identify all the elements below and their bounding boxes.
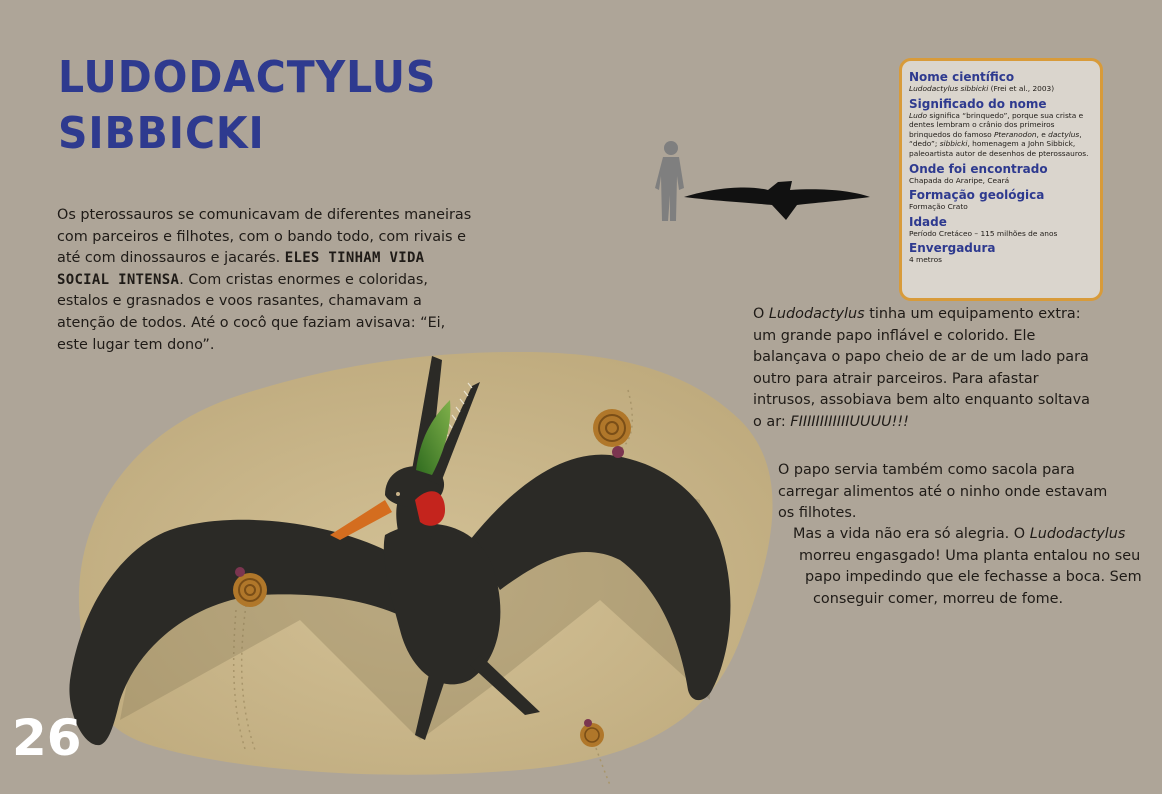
- meaning-part-c: Pteranodon: [993, 129, 1037, 139]
- title-line-2: SIBBICKI: [58, 108, 265, 159]
- fact-sheet-box: [899, 58, 1103, 301]
- fact-value-scientific-name: [909, 84, 1094, 94]
- page-number: 26: [12, 709, 82, 767]
- scientific-name-citation: (Frei et al., 2003): [988, 84, 1055, 93]
- title-line-1: LUDODACTYLUS: [58, 52, 437, 103]
- fact-value-formation: Formação Crato: [909, 202, 968, 212]
- p3-line-2: morreu engasgado! Uma planta entalou no seu: [799, 547, 1141, 564]
- pterosaur-silhouette-icon: [684, 181, 870, 220]
- paragraph-pouch: [753, 304, 1098, 434]
- fact-label-name-meaning: Significado do nome: [909, 96, 1047, 111]
- fact-label-age: Idade: [909, 214, 947, 229]
- fact-value-name-meaning: [909, 111, 1094, 159]
- fact-label-scientific-name: Nome científico: [909, 70, 1015, 84]
- meaning-part-e: dactylus: [1048, 129, 1080, 139]
- p3-line-4: conseguir comer, morreu de fome.: [813, 590, 1064, 607]
- fact-value-age: Período Cretáceo – 115 milhões de anos: [909, 228, 1058, 238]
- scientific-name-italic: Ludodactylus sibbicki: [909, 84, 989, 93]
- paragraph-death: [793, 524, 1142, 610]
- p1-part-b: Ludodactylus: [768, 306, 865, 322]
- intro-text-1: Os pterossauros se comunicavam de diferentes maneiras com parceiros e filhotes, com o bando todo, com rivais e até com dinossauros e jacarés.: [57, 207, 472, 267]
- intro-highlight: ELES TINHAM VIDA SOCIAL INTENSA: [57, 250, 425, 288]
- p3-line-1a: Mas a vida não era só alegria. O: [793, 526, 1030, 542]
- fact-label-location: Onde foi encontrado: [909, 161, 1048, 176]
- fact-label-formation: Formação geológica: [909, 188, 1045, 203]
- intro-paragraph: [57, 205, 472, 356]
- p1-part-a: O: [753, 306, 769, 322]
- human-silhouette-icon: [655, 141, 684, 221]
- intro-text-2: . Com cristas enormes e coloridas, estalos e grasnados e voos rasantes, chamavam a atenção de todos. Até o cocô que faziam avisava: “Ei, este lugar tem dono”.: [57, 271, 446, 353]
- meaning-part-h: , homenagem a John Sibbick, paleoartista autor de desenhos de pterossauros.: [909, 139, 1089, 158]
- p1-part-d: FIIIIIIIIIIIIUUUU!!!: [790, 413, 909, 430]
- p3-line-1: [793, 524, 1138, 546]
- p1-part-c: tinha um equipamento extra: um grande papo inflável e colorido. Ele balançava o papo cheio de ar de um lado para outro para atrair parceiros. Para afastar intrusos, assobiava bem alto enquanto soltava o ar:: [753, 306, 1090, 430]
- p3-line-1b: Ludodactylus: [1029, 526, 1126, 542]
- fact-value-location: Chapada do Araripe, Ceará: [909, 175, 1010, 185]
- fact-value-wingspan: 4 metros: [909, 255, 942, 265]
- meaning-part-b: significa “brinquedo”, porque sua crista e dentes lembram o crânio dos primeiros brinquedos do famoso: [909, 110, 1084, 139]
- p3-line-3: papo impedindo que ele fechasse a boca. Sem: [805, 569, 1142, 586]
- fact-label-wingspan: Envergadura: [909, 241, 996, 256]
- meaning-part-d: , e: [1036, 129, 1049, 139]
- meaning-part-f: , “dedo”;: [909, 129, 1082, 149]
- page-title: [58, 50, 436, 162]
- meaning-part-a: Ludo: [909, 110, 928, 120]
- pterosaur-eye: [396, 492, 400, 496]
- paragraph-food-bag: O papo servia também como sacola para carregar alimentos até o ninho onde estavam os filhotes.: [778, 462, 1108, 522]
- meaning-part-g: sibbicki: [939, 139, 968, 149]
